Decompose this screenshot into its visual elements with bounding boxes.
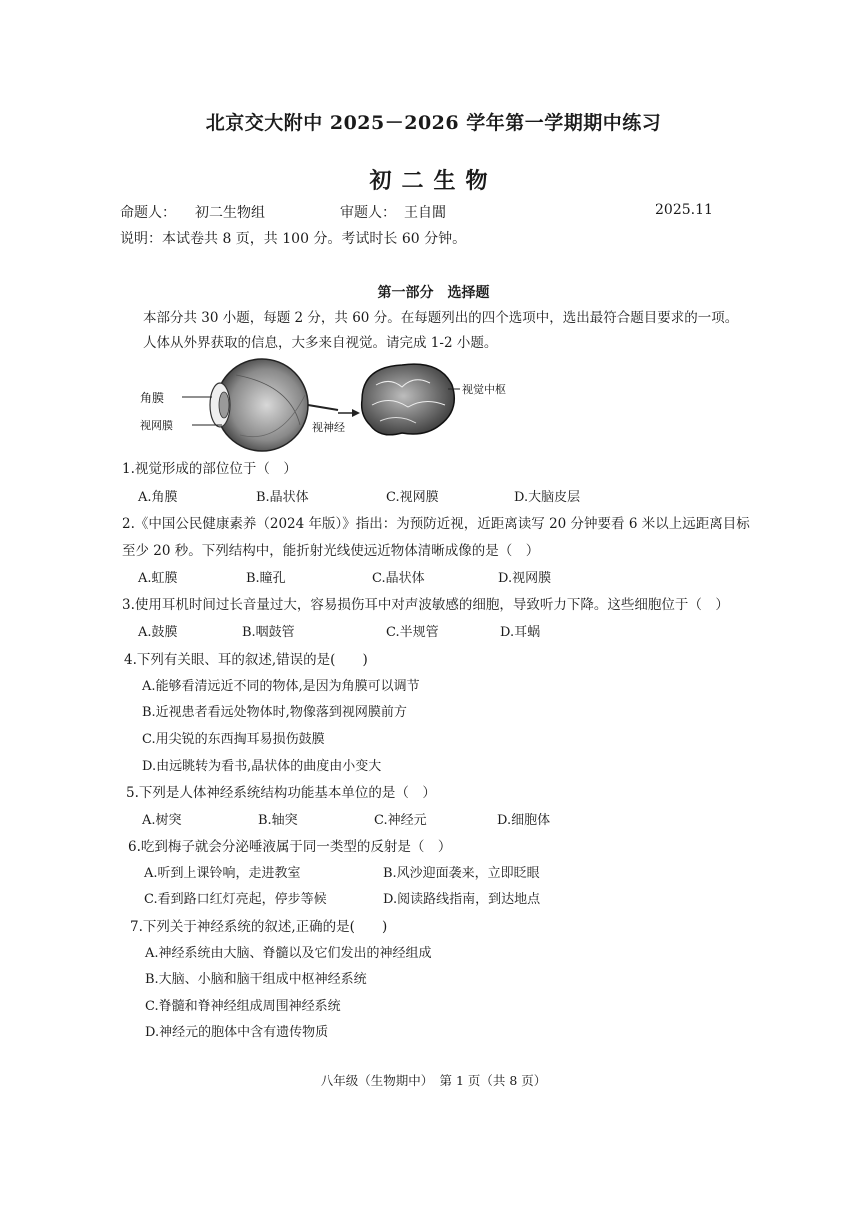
question-4-option-d: D.由远眺转为看书,晶状体的曲度由小变大 — [142, 759, 382, 774]
question-5-option-d: D.细胞体 — [497, 813, 551, 828]
question-3-option-d: D.耳蜗 — [500, 625, 541, 640]
question-3-option-c: C.半规管 — [386, 625, 439, 640]
question-1-option-d: D.大脑皮层 — [514, 490, 581, 505]
question-7-option-a: A.神经系统由大脑、脊髓以及它们发出的神经组成 — [145, 946, 432, 961]
question-1-option-b: B.晶状体 — [256, 490, 309, 505]
reviewer-name: 王自閶 — [404, 205, 446, 221]
question-3-option-b: B.咽鼓管 — [242, 625, 295, 640]
question-2-stem-cont: 至少 20 秒。下列结构中，能折射光线使远近物体清晰成像的是（ ） — [122, 543, 540, 559]
question-2-option-b: B.瞳孔 — [246, 571, 286, 586]
question-5-option-c: C.神经元 — [374, 813, 427, 828]
question-1-stem: 1.视觉形成的部位位于（ ） — [122, 461, 297, 477]
author-name: 初二生物组 — [195, 205, 265, 221]
brain-drawing — [362, 364, 455, 435]
question-4-option-b: B.近视患者看远处物体时,物像落到视网膜前方 — [142, 705, 407, 720]
question-4-stem: 4.下列有关眼、耳的叙述,错误的是( ) — [124, 652, 368, 668]
arrow-head — [352, 409, 360, 417]
question-7-option-b: B.大脑、小脑和脑干组成中枢神经系统 — [145, 972, 367, 987]
question-6-option-d: D.阅读路线指南，到达地点 — [383, 892, 541, 907]
exam-instructions: 说明：本试卷共 8 页，共 100 分。考试时长 60 分钟。 — [120, 231, 467, 247]
part-intro: 本部分共 30 小题，每题 2 分，共 60 分。在每题列出的四个选项中，选出最符合题目要求的一项。 — [143, 310, 739, 326]
part-title: 第一部分 选择题 — [377, 285, 490, 301]
label-visual-center: 视觉中枢 — [462, 383, 506, 396]
question-2-option-d: D.视网膜 — [498, 571, 552, 586]
question-2-option-a: A.虹膜 — [138, 571, 178, 586]
question-6-option-b: B.风沙迎面袭来，立即眨眼 — [383, 866, 540, 881]
question-4-option-c: C.用尖锐的东西掏耳易损伤鼓膜 — [142, 732, 325, 747]
question-3-option-a: A.鼓膜 — [138, 625, 178, 640]
label-retina: 视网膜 — [140, 419, 173, 432]
question-6-option-c: C.看到路口红灯亮起，停步等候 — [144, 892, 327, 907]
question-3-stem: 3.使用耳机时间过长音量过大，容易损伤耳中对声波敏感的细胞，导致听力下降。这些细胞位于（ ） — [122, 597, 729, 613]
exam-title: 北京交大附中 2025－2026 学年第一学期期中练习 — [205, 112, 662, 134]
eyeball-drawing — [210, 359, 338, 451]
question-6-option-a: A.听到上课铃响，走进教室 — [144, 866, 301, 881]
question-7-option-d: D.神经元的胞体中含有遗传物质 — [145, 1025, 329, 1040]
part-context: 人体从外界获取的信息，大多来自视觉。请完成 1-2 小题。 — [143, 335, 498, 351]
label-optic-nerve: 视神经 — [312, 421, 345, 434]
question-7-stem: 7.下列关于神经系统的叙述,正确的是( ) — [130, 919, 388, 935]
reviewer-label: 审题人： — [340, 205, 396, 221]
question-4-option-a: A.能够看清远近不同的物体,是因为角膜可以调节 — [142, 679, 420, 694]
question-5-option-b: B.轴突 — [258, 813, 298, 828]
question-1-option-c: C.视网膜 — [386, 490, 439, 505]
question-5-option-a: A.树突 — [142, 813, 182, 828]
question-7-option-c: C.脊髓和脊神经组成周围神经系统 — [145, 999, 341, 1014]
question-1-option-a: A.角膜 — [138, 490, 178, 505]
question-2-option-c: C.晶状体 — [372, 571, 425, 586]
question-6-stem: 6.吃到梅子就会分泌唾液属于同一类型的反射是（ ） — [128, 839, 452, 855]
question-2-stem: 2.《中国公民健康素养（2024 年版）》指出：为预防近视，近距离读写 20 分钟要看 6 米以上远距离目标 — [122, 516, 750, 532]
page-footer: 八年级（生物期中） 第 1 页（共 8 页） — [320, 1073, 547, 1088]
eye-brain-figure — [140, 355, 560, 455]
question-5-stem: 5.下列是人体神经系统结构功能基本单位的是（ ） — [126, 785, 436, 801]
label-cornea: 角膜 — [140, 391, 165, 405]
author-label: 命题人： — [120, 205, 176, 221]
exam-date: 2025.11 — [655, 202, 713, 218]
exam-subject: 初二生物 — [369, 168, 498, 194]
